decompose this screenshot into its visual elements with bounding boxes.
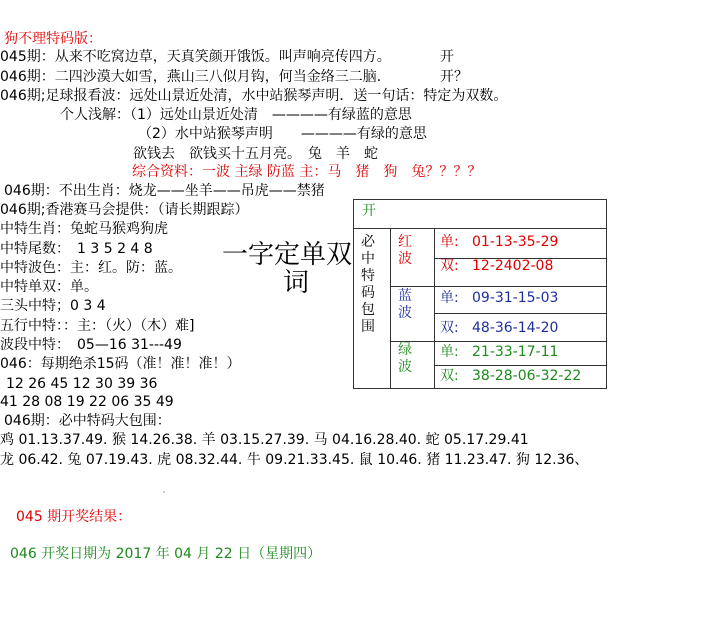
box-side-label: 必中特码包围 [361,234,375,335]
zodiac-number-row-2: 龙 06.42. 兔 07.19.43. 虎 08.32.44. 牛 09.21.33.45. 鼠 10.46. 猪 11.23.47. 狗 12.36、 [0,452,589,468]
zodiac-number-row-1: 鸡 01.13.37.49. 猴 14.26.38. 羊 03.15.27.39. 马 04.16.28.40. 蛇 05.17.29.41 [0,432,529,448]
green-wave-label: 绿波 [398,342,412,375]
number-row-2: 41 28 08 19 22 06 35 49 [0,394,174,410]
wave-segment-line: 波段中特： 05—16 31---49 [0,337,182,353]
line-045-open: 开 [440,49,454,65]
blue-wave-label: 蓝波 [398,288,412,321]
blue-even-numbers: 48-36-14-20 [472,320,559,336]
result-title: 045 期开奖结果： [16,509,132,525]
special-code-box [353,199,607,389]
green-even-label: 双: [440,368,459,384]
five-element-line: 五行中特：：主：（火）（木）难] [0,318,195,334]
line-046-poem-open: 开？ [440,69,468,85]
line-046-poem: 046期：二四沙漠大如雪，燕山三八似月钩，何当金络三二脑． [0,69,391,85]
summary-line: 综合资料：一波 主绿 防蓝 主：马 猪 狗 兔？？？？ [132,164,482,180]
box-divider [434,365,606,366]
box-divider [434,313,606,314]
overlay-subtitle: 词 [283,268,310,298]
head-number-line: 三头中特；0 3 4 [0,298,106,314]
green-odd-label: 单: [440,344,459,360]
blue-even-label: 双: [440,320,459,336]
red-odd-numbers: 01-13-35-29 [472,234,559,250]
box-open-label: 开 [362,203,376,219]
line-046-hk-jockey: 046期;香港赛马会提供：（请长期跟踪） [0,202,249,218]
line-046-football: 046期;足球报看波：远处山景近处清，水中站猴琴声明．送一句话：特定为双数。 [0,88,508,104]
note-line-1: 个人浅解：（1）远处山景近处清 ————有绿蓝的意思 [60,107,412,123]
odd-even-line: 中特单双：单。 [0,279,98,295]
kill-number-line: 046：每期绝杀15码（准！准！准！） [0,356,241,372]
note-line-3: 欲钱去 欲钱买十五月亮。 兔 羊 蛇 [133,146,378,162]
box-divider [434,228,435,388]
green-even-numbers: 38-28-06-32-22 [472,368,582,384]
red-odd-label: 单: [440,234,459,250]
box-divider [390,341,606,342]
page-header-title: 狗不理特码版： [4,31,102,47]
big-pack-title: 046期：必中特码大包围： [4,413,171,429]
zodiac-line: 中特生肖：兔蛇马猴鸡狗虎 [0,221,168,237]
box-divider [390,228,391,388]
line-045: 045期：从来不吃窝边草，天真笑颜开饿饭。叫声响亮传四方。 [0,49,391,65]
wave-color-line: 中特波色：主：红。防：蓝。 [0,260,182,276]
blue-odd-label: 单: [440,290,459,306]
overlay-title: 一字定单双 [222,240,353,270]
red-even-numbers: 12-2402-08 [472,258,554,274]
draw-date-line: 046 开奖日期为 2017 年 04 月 22 日（星期四） [10,546,322,562]
blue-odd-numbers: 09-31-15-03 [472,290,559,306]
line-046-no-zodiac: 046期：不出生肖：烧龙——坐羊——吊虎——禁猪 [4,183,325,199]
red-even-label: 双: [440,258,459,274]
red-wave-label: 红波 [398,234,412,267]
dot-mark [163,491,165,493]
green-odd-numbers: 21-33-17-11 [472,344,559,360]
tail-number-line: 中特尾数： 1 3 5 2 4 8 [0,241,153,257]
box-divider [390,286,606,287]
box-divider [354,228,606,229]
number-row-1: 12 26 45 12 30 39 36 [6,376,158,392]
note-line-2: （2）水中站猴琴声明 ————有绿的意思 [138,126,427,142]
